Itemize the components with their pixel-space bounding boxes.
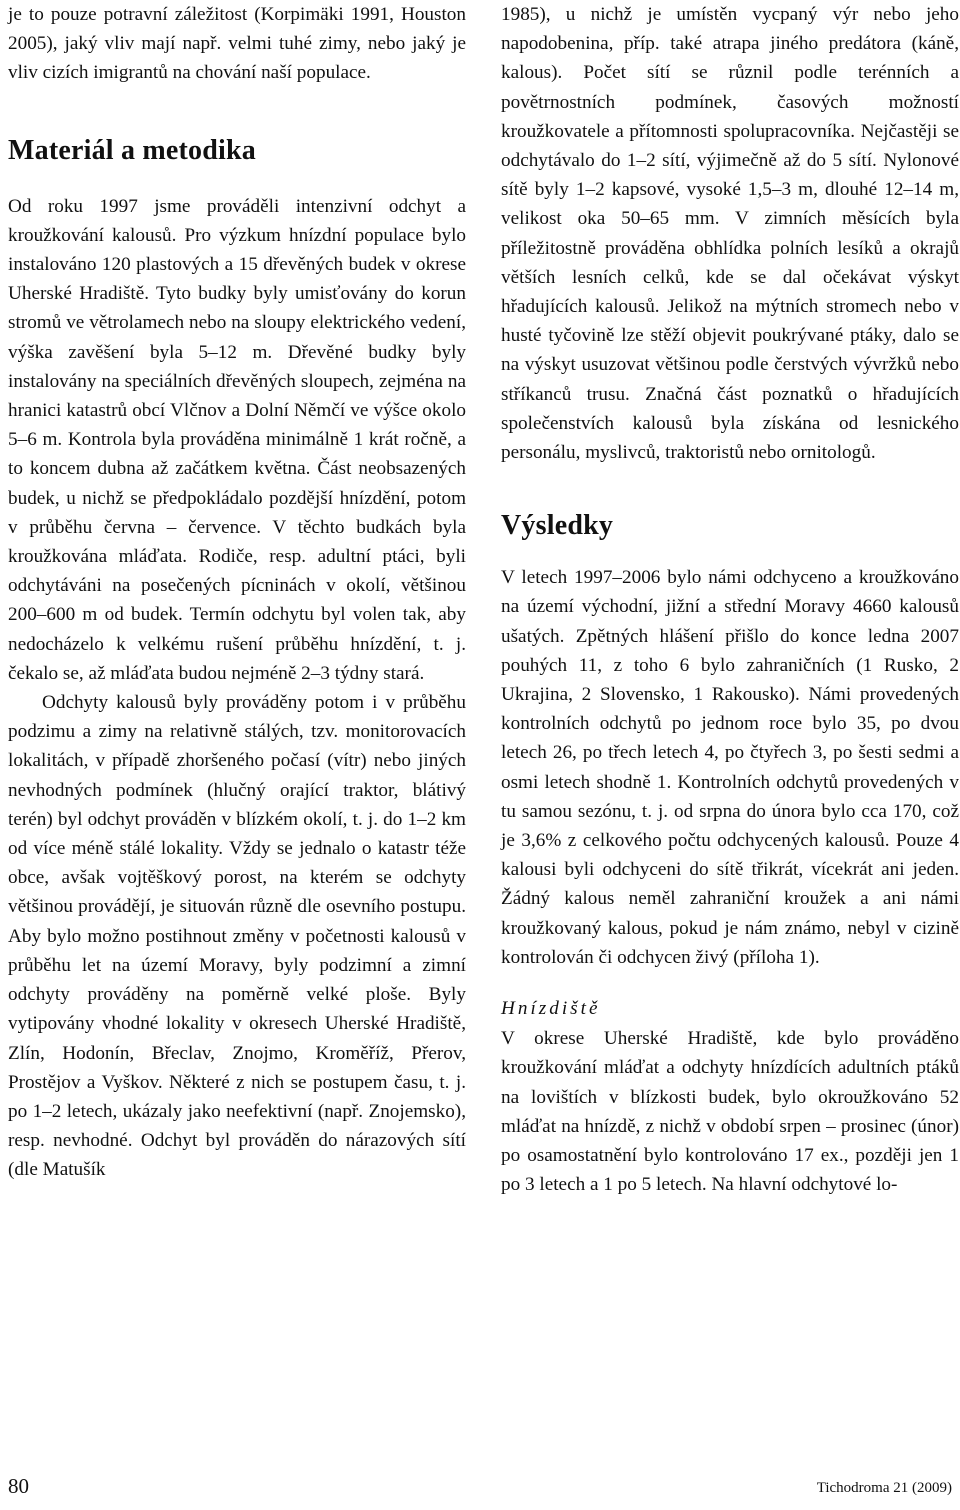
left-column: [8, 0, 466, 1185]
journal-citation: Tichodroma 21 (2009): [816, 1480, 952, 1496]
methods-paragraph-1: Od roku 1997 jsme prováděli intenzivní odchyt a kroužkování kalousů. Pro výzkum hnízdní populace bylo instalováno 120 plastových a 15 dřevěných budek v okrese Uherské Hradiště. Tyto budky byly umisťovány do korun stromů ve větrolamech nebo na sloupy elektrického vedení, výška zavěšení byla 5–12 m. Dřevěné budky byly instalovány na speciálních dřevěných sloupech, zejména na hranici katastrů obcí Vlčnov a Dolní Němčí ve výšce okolo 5–6 m. Kontrola byla prováděna minimálně 1 krát ročně, a to koncem dubna až začátkem května. Část neobsazených budek, u nichž se předpokládalo pozdější hnízdění, potom v průběhu června – července. V těchto budkách byla kroužkována mláďata. Rodiče, resp. adultní ptáci, byli odchytáváni na posečených pícninách v okolí, většinou 200–600 m od budek. Termín odchytu byl volen tak, aby nedocházelo k velkému rušení průběhu hnízdění, t. j. čekalo se, až mláďata budou nejméně 2–3 týdny stará.: [8, 195, 466, 684]
results-paragraph: V letech 1997–2006 bylo námi odchyceno a kroužkováno na území východní, jižní a střední Moravy 4660 kalousů ušatých. Zpětných hlášení přišlo do konce ledna 2007 pouhých 11, z toho 6 bylo zahraničních (1 Rusko, 2 Ukrajina, 2 Slovensko, 1 Rakousko). Námi provedených kontrolních odchytů po jednom roce bylo 35, po dvou letech 26, po třech letech 4, po čtyřech 3, po šesti sedmi a osmi letech shodně 1. Kontrolních odchytů provedených v tu samou sezónu, t. j. od srpna do února bylo cca 170, což je 3,6% z celkového počtu odchycených kalousů. Pouze 4 kalousi byli odchyceni do sítě třikrát, vícekrát ani jeden. Žádný kalous neměl zahraniční kroužek a ani námi kroužkovaný kalous, pokud je nám známo, nebyl v cizině kontrolován či odchycen živý (příloha 1).: [501, 567, 959, 968]
methods-paragraph-2: Odchyty kalousů byly prováděny potom i v průběhu podzimu a zimy na relativně stálých, tzv. monitorovacích lokalitách, v případě zhoršeného počasí (vítr) nebo jiných nevhodných podmínek (hlučný orající traktor, blátivý terén) byl odchyt prováděn v blízkém okolí, t. j. do 1–2 km od více méně stálé lokality. Vždy se jednalo o katastr téže obce, avšak vojtěškový porost, na kterém se odchyty většinou provádějí, je situován různě dle osevního postupu. Aby bylo možno postihnout změny v početnosti kalousů v průběhu let na území Moravy, byly podzimní a zimní odchyty prováděny na poměrně velké ploše. Byly vytipovány vhodné lokality v okresech Uherské Hradiště, Zlín, Hodonín, Břeclav, Znojmo, Kroměříž, Přerov, Prostějov a Vyškov. Některé z nich se postupem času, t. j. po 1–2 letech, ukázaly jako neefektivní (např. Znojemsko), resp. nevhodné. Odchyt byl prováděn do nárazových sítí (dle Matušík: [8, 692, 466, 1181]
page-number: 80: [8, 1474, 29, 1498]
subsection-heading-nesting: Hnízdiště: [501, 998, 601, 1020]
section-heading-methods: Materiál a metodika: [8, 134, 256, 166]
right-column: [501, 0, 959, 1199]
section-heading-results: Výsledky: [501, 510, 614, 542]
intro-paragraph: je to pouze potravní záležitost (Korpimäki 1991, Houston 2005), jaký vliv mají např. velmi tuhé zimy, nebo jaký je vliv cizích imigrantů na chování naší populace.: [8, 4, 466, 84]
continuation-paragraph: 1985), u nichž je umístěn vycpaný výr nebo jeho napodobenina, příp. také atrapa jiného predátora (káně, kalous). Počet sítí se různil podle terénních a povětrnostních podmínek, časových možností kroužkovatele a přítomnosti spolupracovníka. Nejčastěji se odchytávalo do 1–2 sítí, výjimečně až do 5 sítí. Nylonové sítě byly 1–2 kapsové, vysoké 1,5–3 m, dlouhé 12–14 m, velikost oka 50–65 mm. V zimních měsících byla příležitostně prováděna obhlídka polních lesíků a okrajů větších lesních celků, kde se dal očekávat výskyt hřadujících kalousů. Jelikož na mýtních stromech nebo v husté tyčovině lze stěží objevit poukrývané ptáky, dalo se na výskyt usuzovat většinou podle čerstvých vývržků nebo stříkanců trusu. Značná část poznatků o hřadujících společenstvích kalousů byla získána od lesnického personálu, myslivců, traktoristů nebo ornitologů.: [501, 4, 959, 464]
nesting-paragraph: V okrese Uherské Hradiště, kde bylo prováděno kroužkování mláďat a odchyty hnízdících adultních ptáků na lovištích v blízkosti budek, bylo okroužkováno 52 mláďat na hnízdě, z nichž v období srpen – prosinec (únor) po osamostatnění bylo kontrolováno 17 ex., později jen 1 po 3 letech a 1 po 5 letech. Na hlavní odchytové lo-: [501, 1028, 959, 1196]
